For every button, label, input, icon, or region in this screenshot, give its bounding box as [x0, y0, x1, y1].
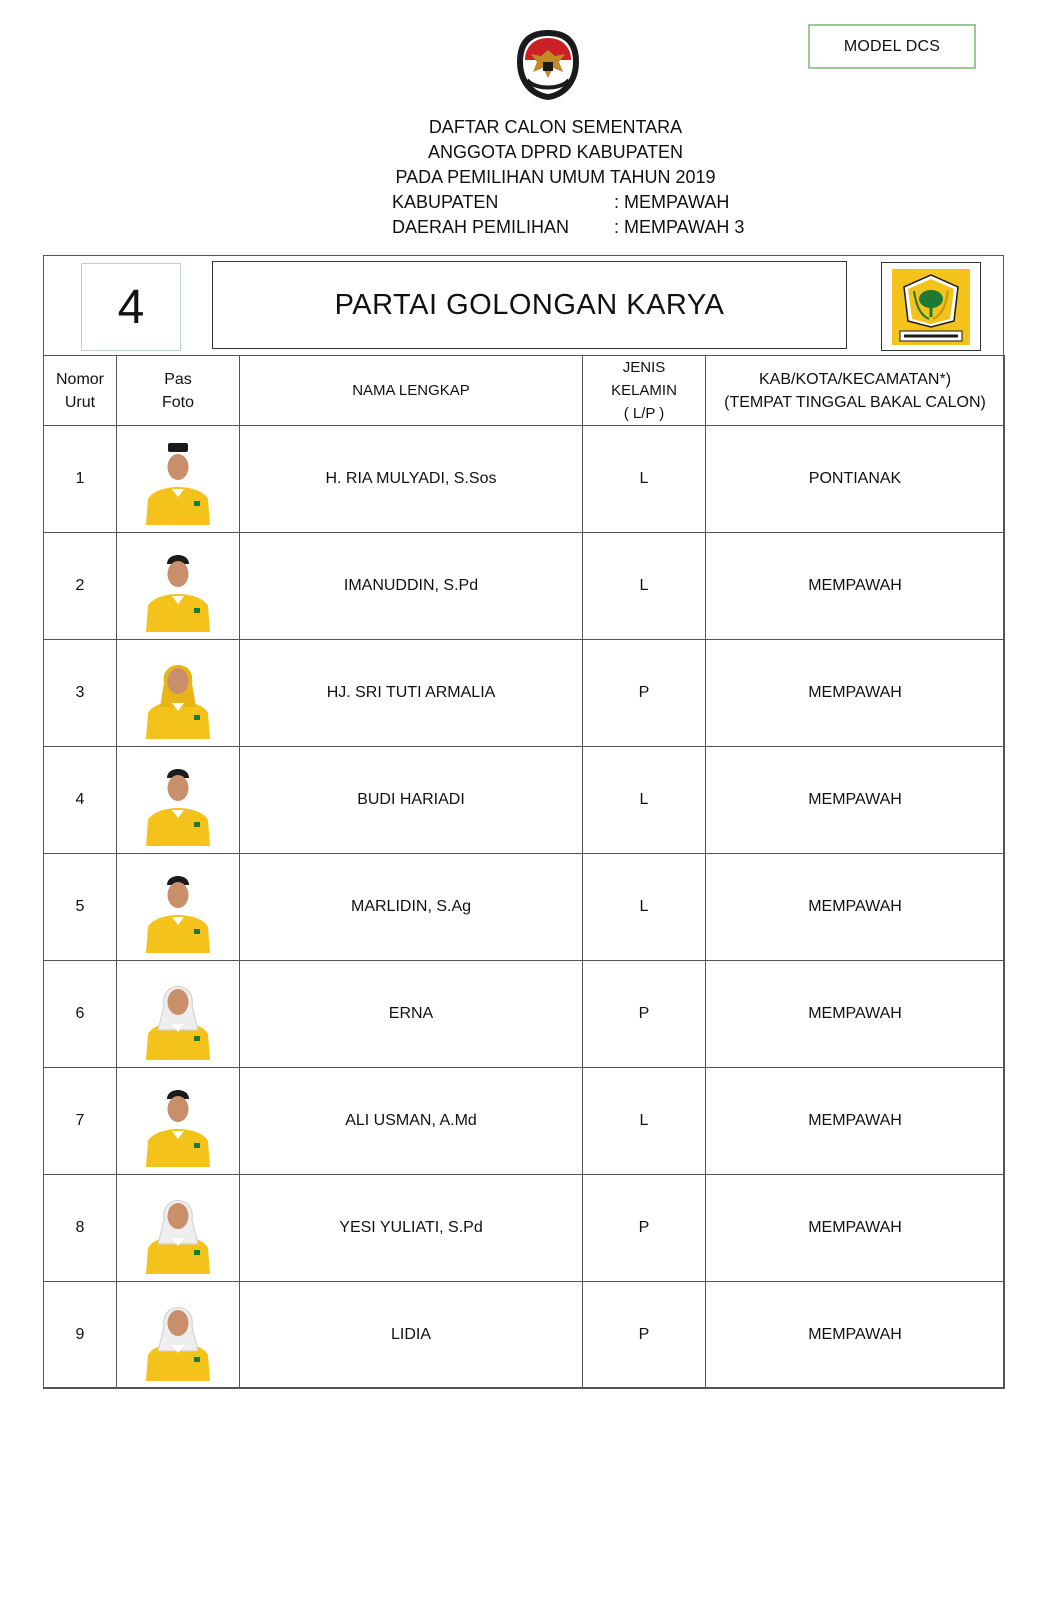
candidate-name: MARLIDIN, S.Ag: [240, 854, 583, 961]
candidate-photo-cell: [117, 1175, 240, 1282]
table-row: [44, 854, 1005, 961]
candidate-residence: MEMPAWAH: [706, 1175, 1005, 1282]
candidate-photo-cell: [117, 747, 240, 854]
candidate-name: IMANUDDIN, S.Pd: [240, 533, 583, 640]
party-number: 4: [81, 263, 181, 351]
candidate-table: [43, 355, 1005, 1389]
candidate-residence: MEMPAWAH: [706, 961, 1005, 1068]
candidate-residence: MEMPAWAH: [706, 533, 1005, 640]
table-row: [44, 1282, 1005, 1389]
kabupaten-value: : MEMPAWAH: [614, 192, 730, 212]
candidate-photo-cell: [117, 961, 240, 1068]
candidate-photo: [142, 1075, 214, 1167]
col-header-photo-line: Foto: [161, 393, 194, 411]
col-header-no: [44, 356, 117, 426]
table-row: [44, 640, 1005, 747]
candidate-photo-cell: [117, 640, 240, 747]
party-name: PARTAI GOLONGAN KARYA: [212, 261, 847, 349]
table-header-row: [44, 356, 1005, 426]
dapil-value: : MEMPAWAH 3: [614, 217, 745, 237]
title-line-1: DAFTAR CALON SEMENTARA: [428, 117, 683, 137]
table-row: [44, 533, 1005, 640]
candidate-photo-cell: [117, 1282, 240, 1389]
table-row: [44, 426, 1005, 533]
candidate-gender: P: [583, 1175, 706, 1282]
candidate-photo: [142, 433, 214, 525]
col-header-no-line: Nomor: [55, 370, 104, 388]
candidate-gender: P: [583, 640, 706, 747]
candidate-residence: MEMPAWAH: [706, 747, 1005, 854]
table-row: [44, 1068, 1005, 1175]
candidate-number: 5: [44, 854, 117, 961]
title-line-3: PADA PEMILIHAN UMUM TAHUN 2019: [395, 167, 716, 187]
candidate-rows: [44, 426, 1005, 1389]
col-header-residence: [706, 356, 1005, 426]
model-dcs-label: MODEL DCS: [808, 24, 976, 69]
candidate-gender: L: [583, 426, 706, 533]
candidate-photo: [142, 1182, 214, 1274]
candidate-residence: MEMPAWAH: [706, 1282, 1005, 1389]
col-header-gender-line: JENIS: [622, 359, 666, 376]
candidate-name: BUDI HARIADI: [240, 747, 583, 854]
golkar-logo-icon: [892, 269, 970, 345]
candidate-number: 2: [44, 533, 117, 640]
candidate-gender: L: [583, 854, 706, 961]
candidate-gender: P: [583, 961, 706, 1068]
candidate-name: ALI USMAN, A.Md: [240, 1068, 583, 1175]
col-header-photo: [117, 356, 240, 426]
candidate-gender: P: [583, 1282, 706, 1389]
kpu-logo-icon: [513, 28, 583, 102]
col-header-gender: [583, 356, 706, 426]
dapil-label: DAERAH PEMILIHAN: [392, 217, 570, 237]
table-row: [44, 1175, 1005, 1282]
candidate-name: HJ. SRI TUTI ARMALIA: [240, 640, 583, 747]
candidate-residence: MEMPAWAH: [706, 1068, 1005, 1175]
candidate-photo-cell: [117, 426, 240, 533]
candidate-gender: L: [583, 533, 706, 640]
candidate-photo-cell: [117, 1068, 240, 1175]
candidate-number: 4: [44, 747, 117, 854]
candidate-gender: L: [583, 747, 706, 854]
candidate-number: 7: [44, 1068, 117, 1175]
candidate-number: 6: [44, 961, 117, 1068]
candidate-photo: [142, 968, 214, 1060]
candidate-number: 8: [44, 1175, 117, 1282]
candidate-residence: PONTIANAK: [706, 426, 1005, 533]
kabupaten-label: KABUPATEN: [392, 192, 499, 212]
candidate-name: YESI YULIATI, S.Pd: [240, 1175, 583, 1282]
candidate-residence: MEMPAWAH: [706, 640, 1005, 747]
col-header-residence-line: (TEMPAT TINGGAL BAKAL CALON): [724, 393, 986, 411]
candidate-photo: [142, 861, 214, 953]
candidate-photo-cell: [117, 854, 240, 961]
candidate-name: LIDIA: [240, 1282, 583, 1389]
table-row: [44, 961, 1005, 1068]
title-line-2: ANGGOTA DPRD KABUPATEN: [427, 142, 684, 162]
candidate-name: ERNA: [240, 961, 583, 1068]
table-row: [44, 747, 1005, 854]
col-header-gender-line: KELAMIN: [611, 382, 677, 399]
col-header-photo-line: Pas: [164, 370, 192, 388]
party-logo-box: [881, 262, 981, 351]
candidate-photo: [142, 647, 214, 739]
candidate-photo: [142, 1289, 214, 1381]
candidate-photo: [142, 540, 214, 632]
candidate-photo: [142, 754, 214, 846]
col-header-no-line: Urut: [64, 393, 96, 411]
candidate-photo-cell: [117, 533, 240, 640]
candidate-list-frame: [43, 255, 1004, 1388]
col-header-name: NAMA LENGKAP: [240, 356, 583, 426]
candidate-gender: L: [583, 1068, 706, 1175]
col-header-residence-line: KAB/KOTA/KECAMATAN*): [758, 370, 952, 388]
candidate-residence: MEMPAWAH: [706, 854, 1005, 961]
candidate-number: 1: [44, 426, 117, 533]
candidate-number: 9: [44, 1282, 117, 1389]
col-header-gender-line: ( L/P ): [623, 405, 665, 422]
candidate-name: H. RIA MULYADI, S.Sos: [240, 426, 583, 533]
candidate-number: 3: [44, 640, 117, 747]
